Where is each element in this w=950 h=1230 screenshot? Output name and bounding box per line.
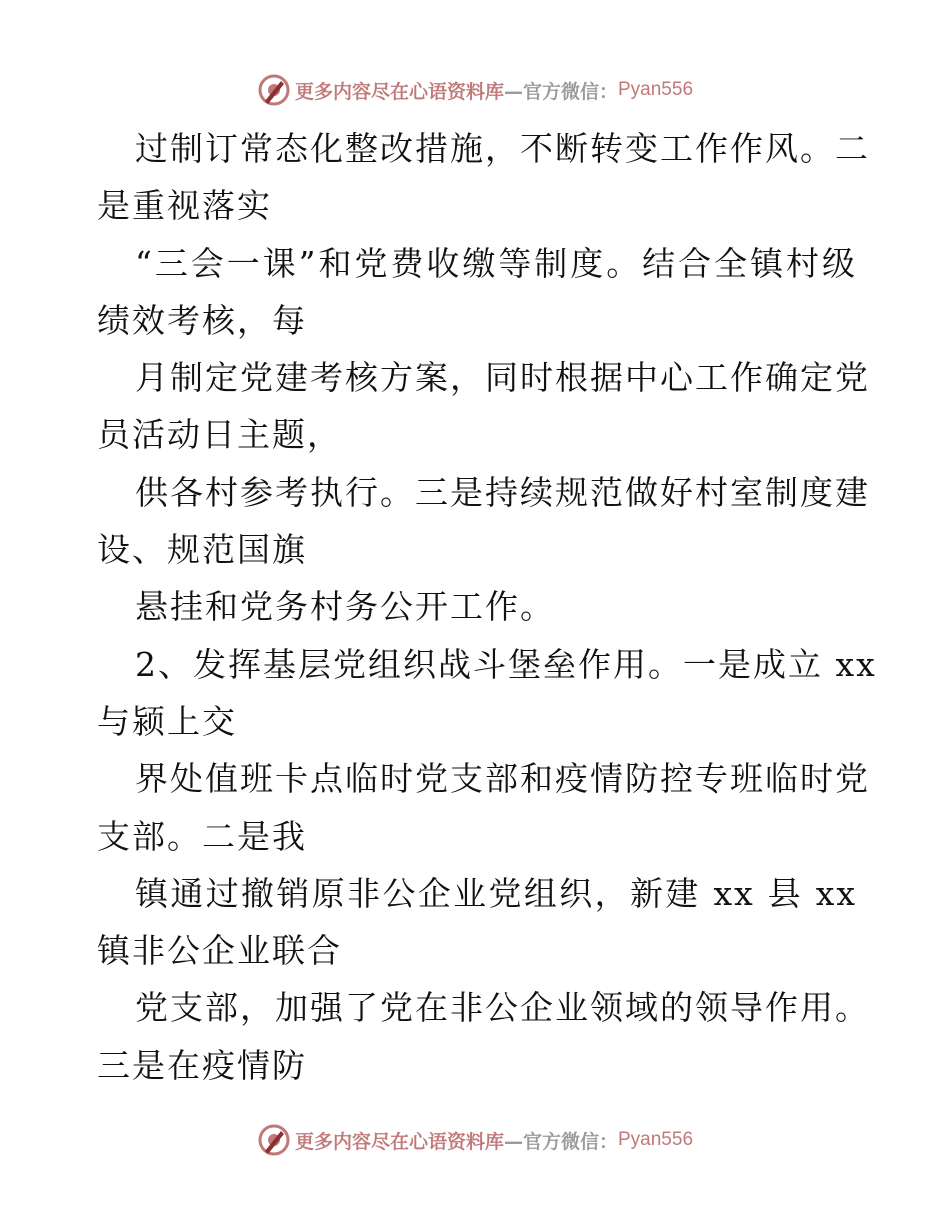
header-account-id: Pyan556 xyxy=(618,79,694,100)
header-brand-text: 更多内容尽在心语资料库 xyxy=(294,80,504,103)
header-watermark xyxy=(0,72,950,108)
footer-official-text: —官方微信： xyxy=(503,1130,618,1153)
footer-watermark xyxy=(0,1122,950,1158)
text-line: 设、规范国旗 xyxy=(97,530,307,570)
text-line: 月制定党建考核方案，同时根据中心工作确定党 xyxy=(135,358,870,398)
text-line: 悬挂和党务村务公开工作。 xyxy=(135,587,555,627)
text-line: 过制订常态化整改措施，不断转变工作作风。二 xyxy=(135,129,870,168)
text-line: 镇非公企业联合 xyxy=(97,931,342,971)
text-line: 员活动日主题， xyxy=(97,415,342,455)
text-line: 党支部，加强了党在非公企业领域的领导作用。 xyxy=(135,988,870,1028)
footer-brand-text: 更多内容尽在心语资料库 xyxy=(294,1130,504,1153)
header-official-text: —官方微信： xyxy=(503,80,618,103)
footer-account-id: Pyan556 xyxy=(618,1129,694,1150)
text-line: 绩效考核，每 xyxy=(97,300,307,340)
text-line: 2、发挥基层党组织战斗堡垒作用。一是成立 xx xyxy=(135,644,877,684)
text-line: 与颍上交 xyxy=(97,701,237,741)
brand-logo-icon xyxy=(257,1123,291,1157)
text-line: 界处值班卡点临时党支部和疫情防控专班临时党 xyxy=(135,759,870,799)
text-line: 供各村参考执行。三是持续规范做好村室制度建 xyxy=(135,472,870,512)
brand-logo-icon xyxy=(257,73,291,107)
text-line: “三会一课”和党费收缴等制度。结合全镇村级 xyxy=(135,243,857,283)
text-line: 三是在疫情防 xyxy=(97,1045,307,1085)
text-line: 支部。二是我 xyxy=(97,816,307,856)
text-line: 镇通过撤销原非公企业党组织，新建 xx 县 xx xyxy=(135,873,857,913)
document-body xyxy=(97,120,877,1094)
text-line: 是重视落实 xyxy=(97,186,272,226)
